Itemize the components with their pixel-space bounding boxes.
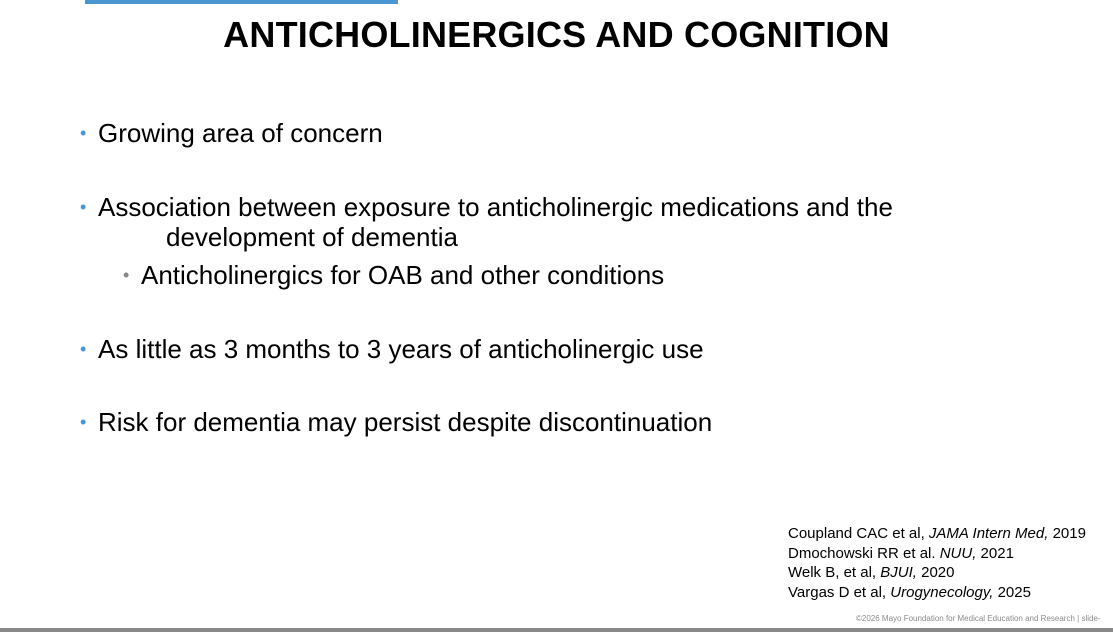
bullet-text: As little as 3 months to 3 years of anticholinergic use (98, 334, 704, 364)
reference-journal: NUU, (939, 544, 977, 562)
reference-authors: Dmochowski RR et al. (788, 544, 940, 562)
reference-authors: Welk B, et al, (788, 564, 881, 582)
reference-journal: JAMA Intern Med, (928, 525, 1049, 542)
slide-title: ANTICHOLINERGICS AND COGNITION (223, 14, 890, 55)
reference-authors: Coupland CAC et al, (788, 525, 929, 542)
references (788, 524, 1086, 602)
bullet-text: Risk for dementia may persist despite discontinuation (98, 407, 713, 437)
bullet-dot-icon: • (80, 339, 87, 359)
reference-journal: BJUI, (880, 564, 917, 582)
reference-item (788, 583, 1086, 603)
reference-item (788, 563, 1086, 583)
reference-year: 2019 (1048, 525, 1086, 542)
bullet-text-continuation: development of dementia (166, 222, 458, 252)
sub-bullet-dot-icon: • (123, 265, 130, 285)
bullet-dot-icon: • (80, 123, 87, 143)
reference-year: 2025 (993, 583, 1031, 601)
copyright-footer: ©2026 Mayo Foundation for Medical Education and Research | slide- (856, 614, 1101, 623)
sub-bullet-text: Anticholinergics for OAB and other conditions (141, 260, 665, 290)
reference-authors: Vargas D et al, (788, 583, 891, 601)
reference-year: 2020 (916, 564, 955, 582)
reference-journal: Urogynecology, (890, 583, 994, 601)
reference-item (788, 544, 1086, 564)
reference-year: 2021 (976, 544, 1014, 562)
bullet-dot-icon: • (80, 412, 87, 432)
bullet-dot-icon: • (80, 197, 87, 217)
reference-item (788, 524, 1086, 544)
bullet-text: Growing area of concern (98, 118, 383, 148)
bottom-bar (0, 628, 1113, 632)
bullet-text: Association between exposure to anticholinergic medications and the (98, 192, 893, 222)
top-accent-bar (85, 0, 398, 4)
